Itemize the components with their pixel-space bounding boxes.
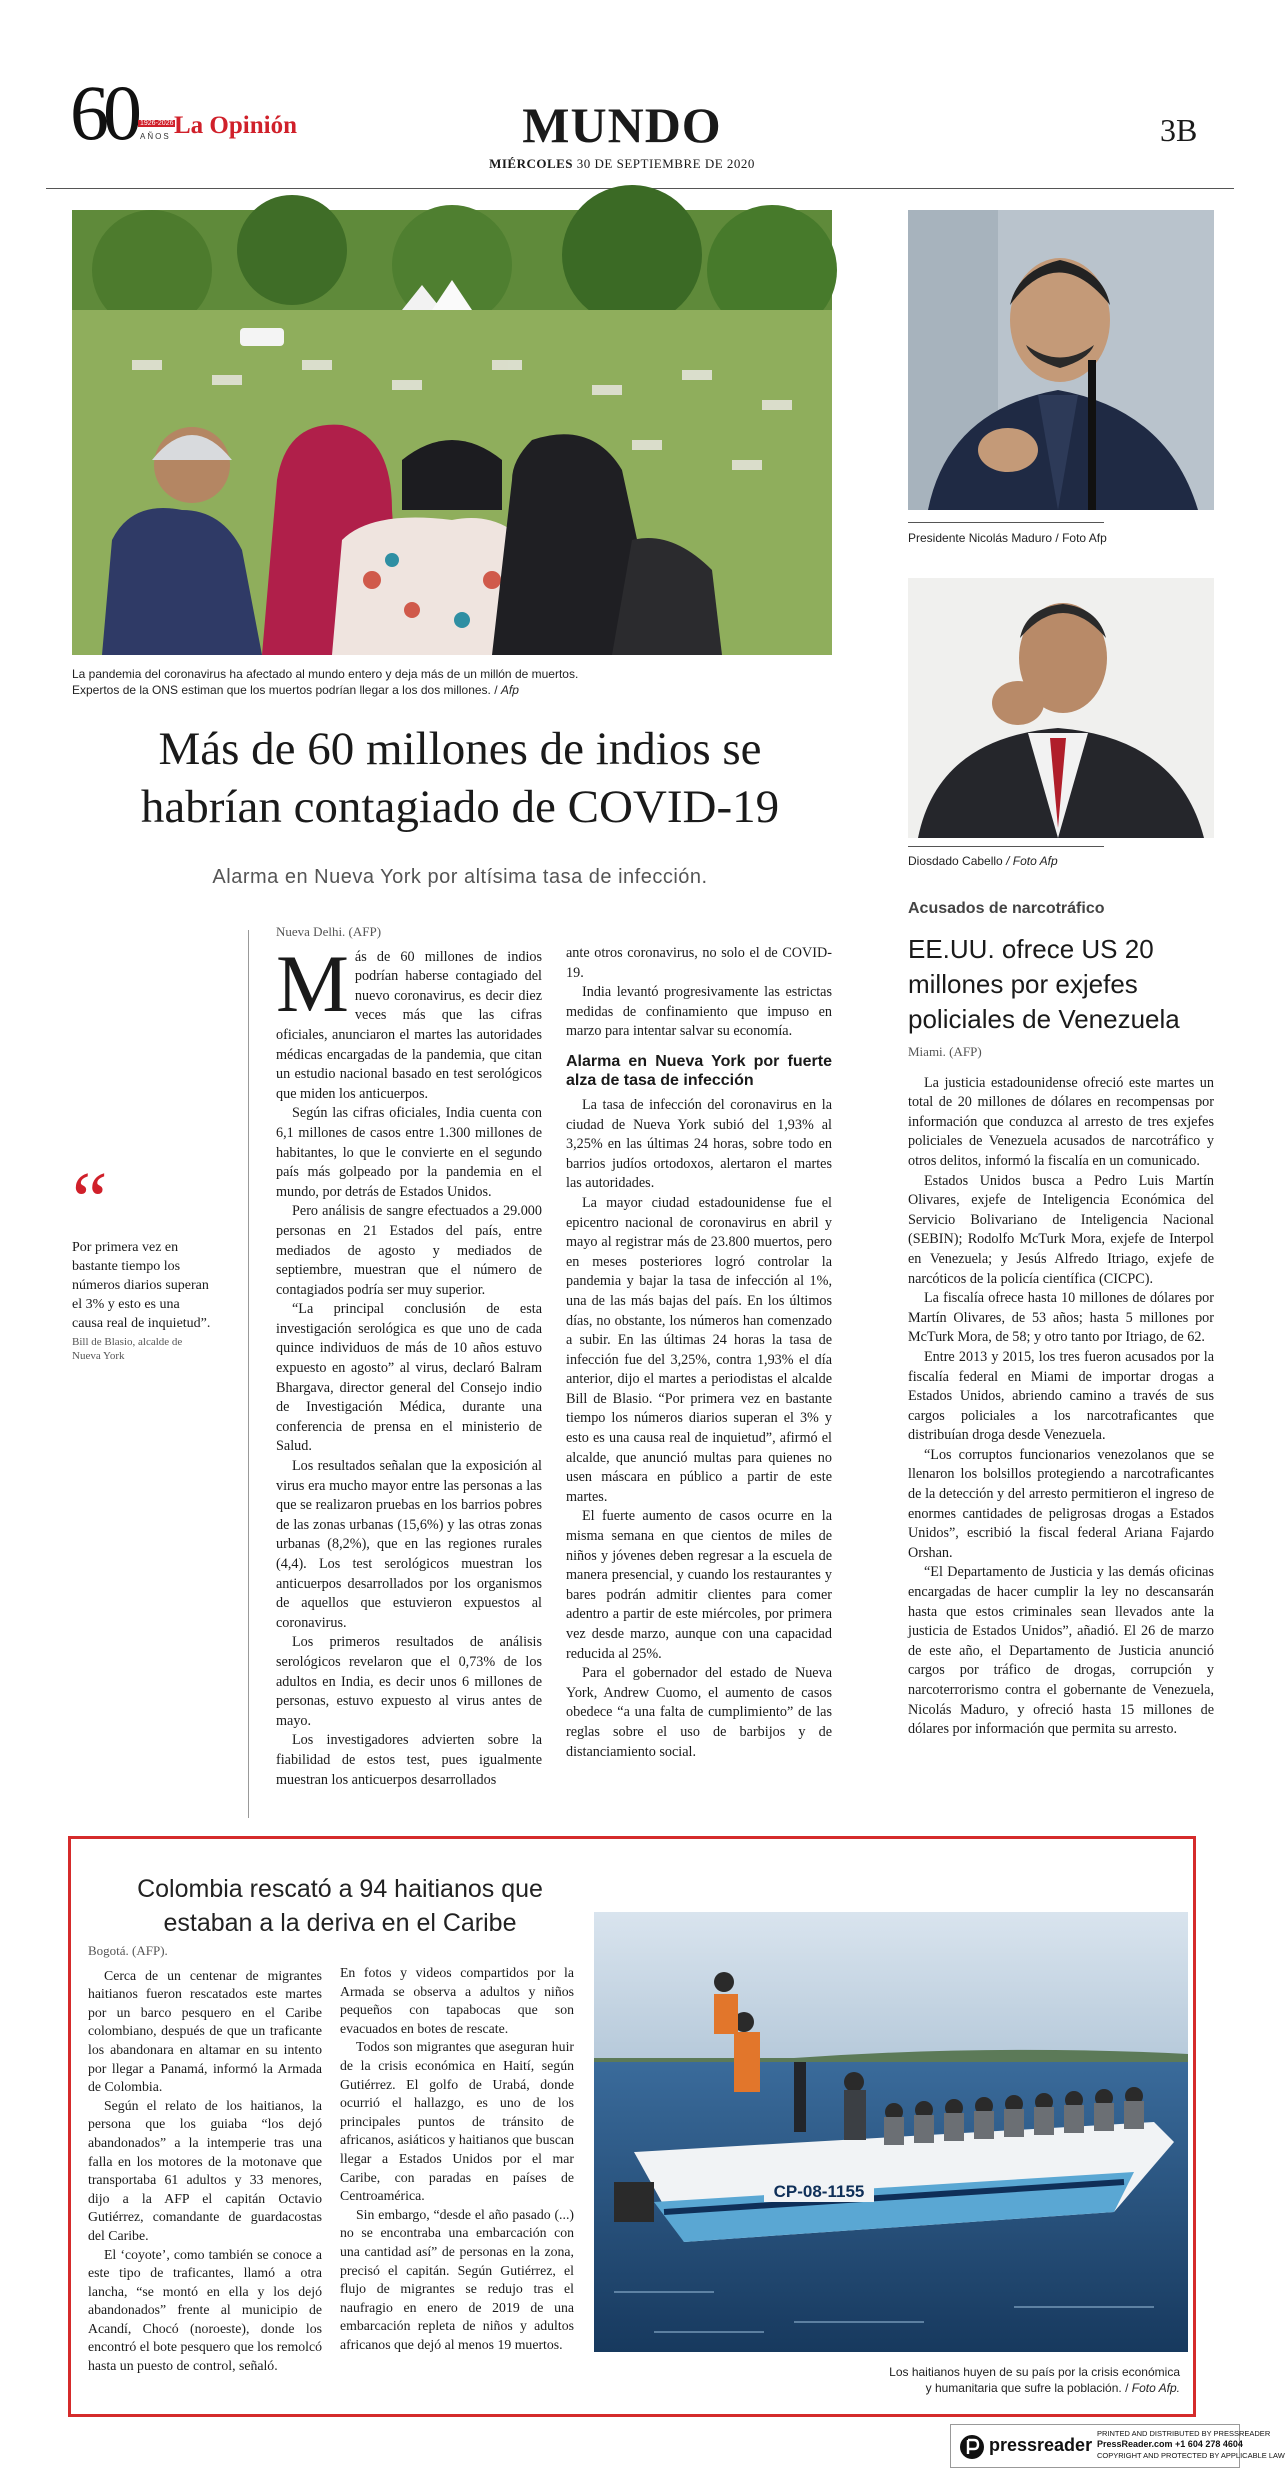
- cabello-caption-name: Diosdado Cabello: [908, 854, 1003, 868]
- pull-quote: [72, 1157, 212, 1363]
- main-headline: [40, 720, 880, 836]
- main-story-col1: [276, 922, 542, 1790]
- bottom-col1-p2: El ‘coyote’, como también se conoce a este tipo de traficantes, llamó a otra lancha, “se montó en ella y los dejó abandonados” frente al municipio de Acandí, Chocó (noroeste), donde los encontró el bote pesquero que los remolcó hasta un puesto de control, señaló.: [88, 2246, 322, 2374]
- pressreader-badge: [950, 2424, 1285, 2468]
- main-photo-caption-line1: La pandemia del coronavirus ha afectado al mundo entero y deja más de un millón de muertos.: [72, 667, 579, 681]
- main-col1-p4: Los resultados señalan que la exposición al virus era mucho mayor entre las personas a las que se realizaron pruebas en los barrios pobres de las zonas urbanas (15,6%) y las otras zonas urbanas (8,2%), que en las regiones rurales (4,4). Los test serológicos muestran los anticuerpos desarrollados por los organismos de aquellos que estuvieron expuestos al coronavirus.: [276, 1458, 542, 1631]
- pressreader-icon: [959, 2434, 985, 2460]
- main-headline-line1: Más de 60 millones de indios se: [158, 723, 762, 775]
- main-story-col2: [566, 944, 832, 1762]
- boat-registration: CP-08-1155: [773, 2182, 865, 2201]
- bottom-story-col2: [340, 1964, 574, 2354]
- side-p2: La fiscalía ofrece hasta 10 millones de dólares por Martín Olivares, de 53 años; hasta 5 millones por McTurk Mora, de 58; y otro tanto por Itriago, de 62.: [908, 1290, 1214, 1346]
- cabello-photo: [908, 578, 1214, 838]
- main-subhead: Alarma en Nueva York por altísima tasa de infección.: [212, 866, 708, 888]
- bottom-headline-line1: Colombia rescató a 94 haitianos que: [137, 1875, 543, 1903]
- side-story-body: [908, 1042, 1214, 1740]
- pressreader-legal-line2: PressReader.com +1 604 278 4604: [1097, 2439, 1243, 2449]
- main-col1-p6: Los investigadores advierten sobre la fiabilidad de estos test, pues igualmente muestran los anticuerpos desarrollados: [276, 1732, 542, 1788]
- nyc-subhead: Alarma en Nueva York por fuerte alza de tasa de infección: [566, 1052, 832, 1089]
- pull-quote-text: Por primera vez en bastante tiempo los números diarios superan el 3% y esto es una causa real de inquietud”.: [72, 1240, 211, 1331]
- maduro-photo-image: [908, 210, 1214, 510]
- main-photo-caption: La pandemia del coronavirus ha afectado al mundo entero y deja más de un millón de muertos. Expertos de la ONS estiman que los muertos podrían llegar a los dos millones. / Afp: [72, 666, 832, 698]
- brand-name: La Opinión: [174, 112, 297, 139]
- dropcap: M: [276, 937, 349, 1029]
- bottom-col1-p0: Cerca de un centenar de migrantes haitianos fueron rescatados este martes por un barco pesquero en el Caribe colombiano, después de que un traficante los abandonara en altamar en su intento por llegar a Panamá, informó la Armada de Colombia.: [88, 1967, 322, 2095]
- main-col2-p1: India levantó progresivamente las estrictas medidas de confinamiento que impuso en marzo para intentar salvar su economía.: [566, 984, 832, 1040]
- haitian-boat-photo: [594, 1912, 1188, 2352]
- page-number: 3B: [1160, 112, 1198, 148]
- main-col1-p1: Según las cifras oficiales, India cuenta con 6,1 millones de casos entre 1.300 millones de habitantes, lo que le convierte en el segundo país más golpeado por la pandemia en el mundo, por detrás de Estados Unidos.: [276, 1105, 542, 1200]
- bottom-story-col1: [88, 1942, 322, 2376]
- main-col2-p3: La mayor ciudad estadounidense fue el epicentro nacional de coronavirus en abril y mayo al registrar más de 23.800 muertos, pero en meses posteriores logró controlar la pandemia y bajar la tasa de infección al 1%, una de las más bajas del país. En los últimos días, no obstante, los números han comenzado a subir. En las últimas 24 horas la tasa de infección fue del 3,25%, contra 1,93% el día anterior, dijo el martes a periodistas el alcalde Bill de Blasio. “Por primera vez en bastante tiempo los números diarios superan el 3% y esto es una causa real de inquietud”, afirmó el alcalde, que anunció multas para quienes no usen máscara en público a partir de este martes.: [566, 1194, 832, 1505]
- main-col1-p0: [276, 937, 542, 1105]
- main-col1-p2: Pero análisis de sangre efectuados a 29.000 personas en 21 Estados del país, entre mediados de agosto y mediados de septiembre, muestran que el número de contagiados podría ser muy superior.: [276, 1203, 542, 1298]
- side-p0: La justicia estadounidense ofreció este martes un total de 20 millones de dólares en recompensas por información que conduzca al arresto de tres exjefes policiales de Venezuela acusados de narcotráfico y otros delitos, informó la fiscalía en un comunicado.: [908, 1074, 1214, 1169]
- main-col2-p2: La tasa de infección del coronavirus en la ciudad de Nueva York subió del 1,93% al 3,25% en las últimas 24 horas, sobre todo en barrios judíos ortodoxos, alertaron el martes las autoridades.: [566, 1096, 832, 1192]
- issue-date: [0, 156, 1244, 172]
- maduro-caption: Presidente Nicolás Maduro / Foto Afp: [908, 531, 1107, 545]
- anniversary-number: 60: [70, 69, 136, 156]
- section-title: MUNDO: [522, 97, 722, 153]
- haitian-boat-photo-image: [594, 1912, 1188, 2352]
- anniversary-years: 1926-2026: [140, 120, 174, 127]
- issue-date-rest: 30 DE SEPTIEMBRE DE 2020: [576, 156, 755, 171]
- side-p5: “El Departamento de Justicia y las demás oficinas encargadas de hacer cumplir la ley no descansarán hasta que estos criminales sean llevados ante la justicia de Estados Unidos”, añadió. El 26 de marzo de este año, el Departamento de Justicia anunció cargos por tráfico de drogas, corrupción y narcoterrorismo contra el gobernante de Venezuela, Nicolás Maduro, y ofreció hasta 15 millones de dólares por información que permita su arresto.: [908, 1564, 1214, 1738]
- bottom-col2-p0: En fotos y videos compartidos por la Armada se observa a adultos y niños pequeños con tapabocas que son evacuados en botes de rescate.: [340, 1965, 574, 2036]
- main-col2-p4: El fuerte aumento de casos ocurre en la misma semana en que cientos de miles de niños y jóvenes deben regresar a la escuela de manera presencial, y cuando los restaurantes y bares podrán admitir clientes para comer adentro a partir de este miércoles, por primera vez desde marzo, aunque con una capacidad reducida al 25%.: [566, 1508, 832, 1662]
- cabello-caption: [908, 853, 1214, 869]
- main-story-rule: [248, 930, 249, 1818]
- main-col1-p5: Los primeros resultados de análisis serológicos revelaron que el 0,73% de los adultos en India, es decir unos 6 millones de personas, estuvo expuesto al virus antes de mayo.: [276, 1634, 542, 1729]
- boat-photo-credit: Foto Afp.: [1131, 2381, 1180, 2395]
- main-story-dateline: Nueva Delhi. (AFP): [276, 924, 382, 939]
- pressreader-legal-line1: PRINTED AND DISTRIBUTED BY PRESSREADER: [1097, 2429, 1271, 2438]
- cabello-photo-image: [908, 578, 1214, 838]
- side-kicker: Acusados de narcotráfico: [908, 900, 1105, 917]
- main-col2-p5: Para el gobernador del estado de Nueva York, Andrew Cuomo, el aumento de casos obedece “a una falta de cumplimiento” de las reglas sobre el uso de barbijos y de distanciamiento social.: [566, 1665, 832, 1760]
- main-col1-p3: “La principal conclusión de esta investigación serológica es que uno de cada quince individuos de más de 10 años estuvo expuesto en agosto” al virus, declaró Balram Bhargava, director general del Consejo indio de Investigación Médica, durante una conferencia de prensa en el ministerio de Salud.: [276, 1301, 542, 1455]
- bottom-headline-line2: estaban a la deriva en el Caribe: [163, 1909, 517, 1937]
- pull-quote-attribution: Bill de Blasio, alcalde de Nueva York: [72, 1336, 183, 1362]
- boat-photo-caption: Los haitianos huyen de su país por la crisis económica y humanitaria que sufre la población. / Foto Afp.: [594, 2364, 1180, 2396]
- main-col1-p0-text: ás de 60 millones de indios podrían haberse contagiado del nuevo coronavirus, es decir diez veces más que las cifras oficiales, anunciaron el martes las autoridades médicas encargadas de la pandemia, que citan un estudio nacional basado en test serológicos que miden los anticuerpos.: [276, 948, 542, 1102]
- bottom-col2-p2: Sin embargo, “desde el año pasado (...) no se encontraba una embarcación con una cantidad así” de personas en la zona, precisó el capitán. Según Gutiérrez, el flujo de migrantes se redujo tras el naufragio en enero de 2019 de una embarcación repleta de niños y adultos africanos que dejó al menos 19 muertos.: [340, 2206, 574, 2352]
- burial-photo-image: [72, 210, 832, 655]
- side-story-dateline: Miami. (AFP): [908, 1044, 982, 1059]
- pressreader-legal-line3: COPYRIGHT AND PROTECTED BY APPLICABLE LAW: [1097, 2451, 1285, 2460]
- maduro-photo: [908, 210, 1214, 510]
- main-col2-p0: ante otros coronavirus, no solo el de COVID-19.: [566, 945, 832, 981]
- pull-quote-mark: “: [72, 1157, 108, 1245]
- bottom-col1-p1: Según el relato de los haitianos, la persona que los guiaba “los dejó abandonados” a la intemperie tras una falla en los motores de la motonave que transportaba 61 adultos y 33 menores, dijo a la AFP el capitán Octavio Gutiérrez, comandante de guardacostas del Caribe.: [88, 2097, 322, 2243]
- main-photo-caption-line2: Expertos de la ONS estiman que los muertos podrían llegar a los dos millones.: [72, 683, 491, 697]
- side-p1: Estados Unidos busca a Pedro Luis Martín Olivares, exjefe de Inteligencia Económica del Servicio Bolivariano de Inteligencia Nacional (SEBIN); Rodolfo McTurk Mora, exjefe de Interpol en Venezuela; y Jesús Alfredo Itriago, exjefe de narcóticos de la policía científica (CICPC).: [908, 1172, 1214, 1287]
- cabello-caption-credit: / Foto Afp: [1006, 854, 1058, 868]
- main-headline-line2: habrían contagiado de COVID-19: [140, 781, 780, 833]
- side-p3: Entre 2013 y 2015, los tres fueron acusados por la fiscalía federal en Miami de importar drogas a Estados Unidos, abriendo camino a través de sus cargos policiales a los narcotraficantes que distribuían droga desde Venezuela.: [908, 1348, 1214, 1444]
- main-photo-credit: Afp: [500, 683, 519, 697]
- bottom-col2-p1: Todos son migrantes que aseguran huir de la crisis económica en Haití, según Gutiérrez. El golfo de Urabá, donde ocurrió el hallazgo, es uno de los principales puntos de tránsito de africanos, asiáticos y haitianos que buscan llegar a Estados Unidos por el mar Caribe, con paradas en países de Centroamérica.: [340, 2039, 574, 2204]
- anniversary-word: AÑOS: [140, 132, 171, 141]
- pressreader-brand: pressreader: [989, 2435, 1093, 2455]
- side-p4: “Los corruptos funcionarios venezolanos que se llenaron los bolsillos protegiendo a narcotraficantes de la detección y del arresto permitieron el ingreso de enormes cantidades de peligrosas drogas a Estados Unidos”, escribió la fiscal federal Ariana Fajardo Orshan.: [908, 1446, 1214, 1561]
- maduro-caption-rule: [908, 522, 1104, 523]
- burial-photo: [72, 210, 832, 655]
- cabello-caption-rule: [908, 846, 1104, 847]
- boat-photo-caption-line1: Los haitianos huyen de su país por la crisis económica: [889, 2365, 1180, 2379]
- side-headline: EE.UU. ofrece US 20 millones por exjefes policiales de Venezuela: [908, 934, 1180, 1034]
- issue-date-day: MIÉRCOLES: [489, 156, 574, 171]
- bottom-headline: [80, 1872, 600, 1940]
- bottom-story-dateline: Bogotá. (AFP).: [88, 1943, 168, 1958]
- boat-photo-caption-line2: y humanitaria que sufre la población.: [925, 2381, 1122, 2395]
- pressreader-legal: [1097, 2428, 1285, 2461]
